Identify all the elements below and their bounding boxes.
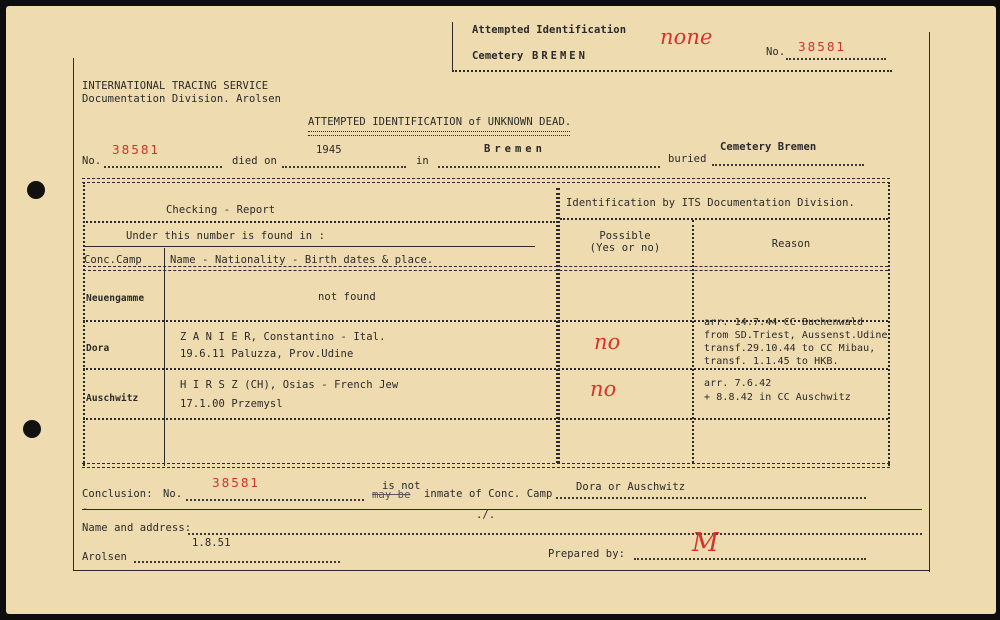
in-value: Bremen [484,143,546,155]
conclusion-dash: - [82,503,89,515]
header-no-value: 38581 [798,40,847,54]
table-bottom-border [82,463,890,468]
stamp-cemetery-label: Cemetery [472,50,524,62]
dotted-line [786,58,886,60]
punch-hole [23,420,41,438]
signature: M [692,528,719,558]
reason-line: from SD.Triest, Aussenst.Udine [704,330,888,341]
column-divider-camp [164,248,165,466]
died-on-label: died on [232,155,277,167]
row-divider [83,368,888,370]
table-row-name: Z A N I E R, Constantino - Ital. [180,331,386,343]
row-divider [83,246,535,247]
table-row-birth: 19.6.11 Paluzza, Prov.Udine [180,348,354,360]
reason-line: transf. 1.1.45 to HKB. [704,356,839,367]
separator-line [82,509,922,510]
stamp-cemetery-value: BREMEN [532,50,588,62]
reason-line: transf.29.10.44 to CC Mibau, [704,343,876,354]
camp-column-heading: Conc.Camp [84,254,142,266]
org-line1: INTERNATIONAL TRACING SERVICE [82,80,269,92]
date-value: 1.8.51 [192,537,231,549]
table-top-border [82,178,890,183]
form-title: ATTEMPTED IDENTIFICATION of UNKNOWN DEAD. [308,116,572,128]
record-no-label: No. [82,155,102,167]
column-divider-possible [692,220,694,463]
conclusion-camp-value: Dora or Auschwitz [576,481,686,493]
table-row-name: H I R S Z (CH), Osias - French Jew [180,379,399,391]
conclusion-no-value: 38581 [212,476,261,490]
name-address-label: Name and address: [82,522,192,534]
dotted-line [438,166,660,168]
dotted-line [186,499,364,501]
buried-label: buried [668,153,707,165]
conclusion-label: Conclusion: [82,488,153,500]
table-row-camp: Neuengamme [86,293,145,304]
possible-heading [560,230,690,254]
table-row-camp: Auschwitz [86,393,139,404]
frame-bottom [73,570,929,571]
possible-heading-line2: (Yes or no) [589,242,661,254]
row-divider [83,418,888,420]
under-number-heading: Under this number is found in : [126,230,326,242]
punch-hole [27,181,45,199]
stamp-border-bottom [452,70,892,72]
table-row-name: not found [318,291,376,303]
table-row-possible: no [594,330,621,354]
dotted-line [712,164,864,166]
table-row-birth: 17.1.00 Przemysl [180,398,283,410]
org-line2: Documentation Division. Arolsen [82,93,282,105]
slash-mark: ./. [476,509,496,521]
checking-report-heading: Checking - Report [166,204,276,216]
table-row-camp: Dora [86,343,110,354]
reason-line: arr. 14.7.44 CC Buchenwald [704,317,864,328]
stamp-title: Attempted Identification [472,24,627,36]
reason-heading: Reason [771,238,811,250]
stamp-border-left [452,22,453,70]
dotted-line [282,166,406,168]
prepared-by-label: Prepared by: [548,548,626,560]
table-row-possible: no [590,377,617,401]
conclusion-inmate-text: inmate of Conc. Camp [424,488,553,500]
identification-heading: Identification by ITS Documentation Division. [566,197,855,209]
reason-line: + 8.8.42 in CC Auschwitz [704,392,851,403]
name-column-heading: Name - Nationality - Birth dates & place. [170,254,434,266]
frame-left [73,58,74,570]
table-border-right [888,182,890,466]
header-no-label: No. [766,46,786,58]
table-row-reason [704,316,888,368]
dotted-line [556,497,866,499]
possible-heading-line1: Possible [599,230,651,242]
conclusion-no-label: No. [163,488,183,500]
died-on-value: 1945 [316,144,342,156]
title-underline [308,131,570,136]
buried-value: Cemetery Bremen [720,141,817,153]
conclusion-crossed-out: may be [372,489,411,501]
dotted-line [134,561,340,563]
dotted-line [188,533,922,535]
dotted-line [104,166,222,168]
row-divider [83,221,555,223]
arolsen-label: Arolsen [82,551,127,563]
in-label: in [416,155,429,167]
dotted-line [634,558,866,560]
frame-right [929,32,930,572]
row-divider [560,218,888,220]
table-border-left [83,182,85,466]
reason-line: arr. 7.6.42 [704,378,772,389]
table-row-reason [704,377,851,405]
header-divider [83,266,888,271]
handwritten-none: none [660,25,713,49]
conclusion-is-not: is not [382,480,421,492]
record-no-value: 38581 [112,143,161,157]
